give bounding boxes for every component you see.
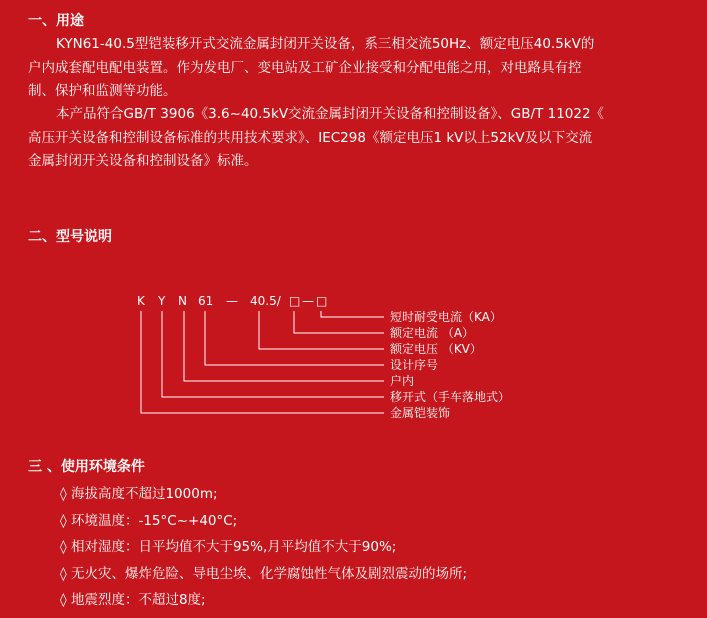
label-rated-voltage: 额定电压 （KV） (390, 342, 482, 356)
label-metal-clad: 金属铠装饰 (390, 406, 451, 420)
leader-line-withdrawable (162, 311, 384, 397)
code-char-61: 61 (198, 294, 214, 308)
code-char-voltage: 40.5/ (250, 294, 281, 308)
list-item (60, 590, 467, 617)
label-rated-current: 额定电流 （A） (390, 326, 475, 340)
text-line: 户内成套配电配电装置。作为发电厂、变电站及工矿企业接受和分配电能之用，对电路具有控 (28, 59, 582, 76)
code-char-k: K (137, 294, 145, 308)
condition-text: 相对湿度：日平均值不大于95%,月平均值不大于90%; (70, 539, 397, 555)
condition-text: 环境温度：-15°C~+40°C; (70, 512, 238, 529)
code-char-box-current: □ (289, 294, 301, 308)
label-indoor: 户内 (390, 374, 415, 388)
code-char-y: Y (158, 294, 166, 308)
code-char-dash: — (226, 294, 238, 308)
leader-line-indoor (184, 311, 384, 381)
leader-line-short-time-current (321, 311, 384, 317)
diamond-bullet-icon: ◊ (60, 539, 67, 555)
section-3-title: 三 、使用环境条件 (28, 459, 145, 475)
code-char-dash-2: — (302, 294, 314, 308)
diamond-bullet-icon: ◊ (60, 592, 67, 608)
condition-text: 地震烈度：不超过8度; (70, 592, 206, 608)
section-1-title: 一、用途 (28, 13, 84, 29)
diamond-bullet-icon: ◊ (60, 565, 67, 582)
list-item (60, 511, 467, 538)
diamond-bullet-icon: ◊ (60, 486, 67, 502)
diamond-bullet-icon: ◊ (60, 512, 67, 529)
text-line: 高压开关设备和控制设备标准的共用技术要求》、IEC298《额定电压1 kV以上52kV及以下交流 (28, 129, 593, 146)
leader-line-rated-current (294, 311, 384, 333)
label-short-time-current: 短时耐受电流（KA） (390, 310, 502, 324)
code-char-n: N (178, 294, 187, 308)
conditions-list (60, 484, 467, 617)
text-line: 金属封闭开关设备和控制设备》标准。 (28, 153, 258, 169)
text-line: 本产品符合GB/T 3906《3.6~40.5kV交流金属封闭开关设备和控制设备》、GB/T 11022《 (56, 106, 605, 122)
section-2-title: 二、型号说明 (28, 229, 112, 245)
leader-line-metal-clad (141, 311, 384, 413)
text-line: 制、保护和监测等功能。 (28, 83, 177, 99)
text-line: KYN61-40.5型铠装移开式交流金属封闭开关设备，系三相交流50Hz、额定电压40.5kV的 (56, 36, 595, 52)
label-design-number: 设计序号 (390, 358, 439, 372)
label-withdrawable: 移开式（手车落地式） (390, 390, 511, 404)
list-item (60, 537, 467, 564)
condition-text: 海拔高度不超过1000m; (70, 486, 218, 502)
code-char-box-short: □ (316, 294, 328, 308)
condition-text: 无火灾、爆炸危险、导电尘埃、化学腐蚀性气体及剧烈震动的场所; (70, 565, 468, 582)
list-item (60, 564, 467, 591)
list-item (60, 484, 467, 511)
